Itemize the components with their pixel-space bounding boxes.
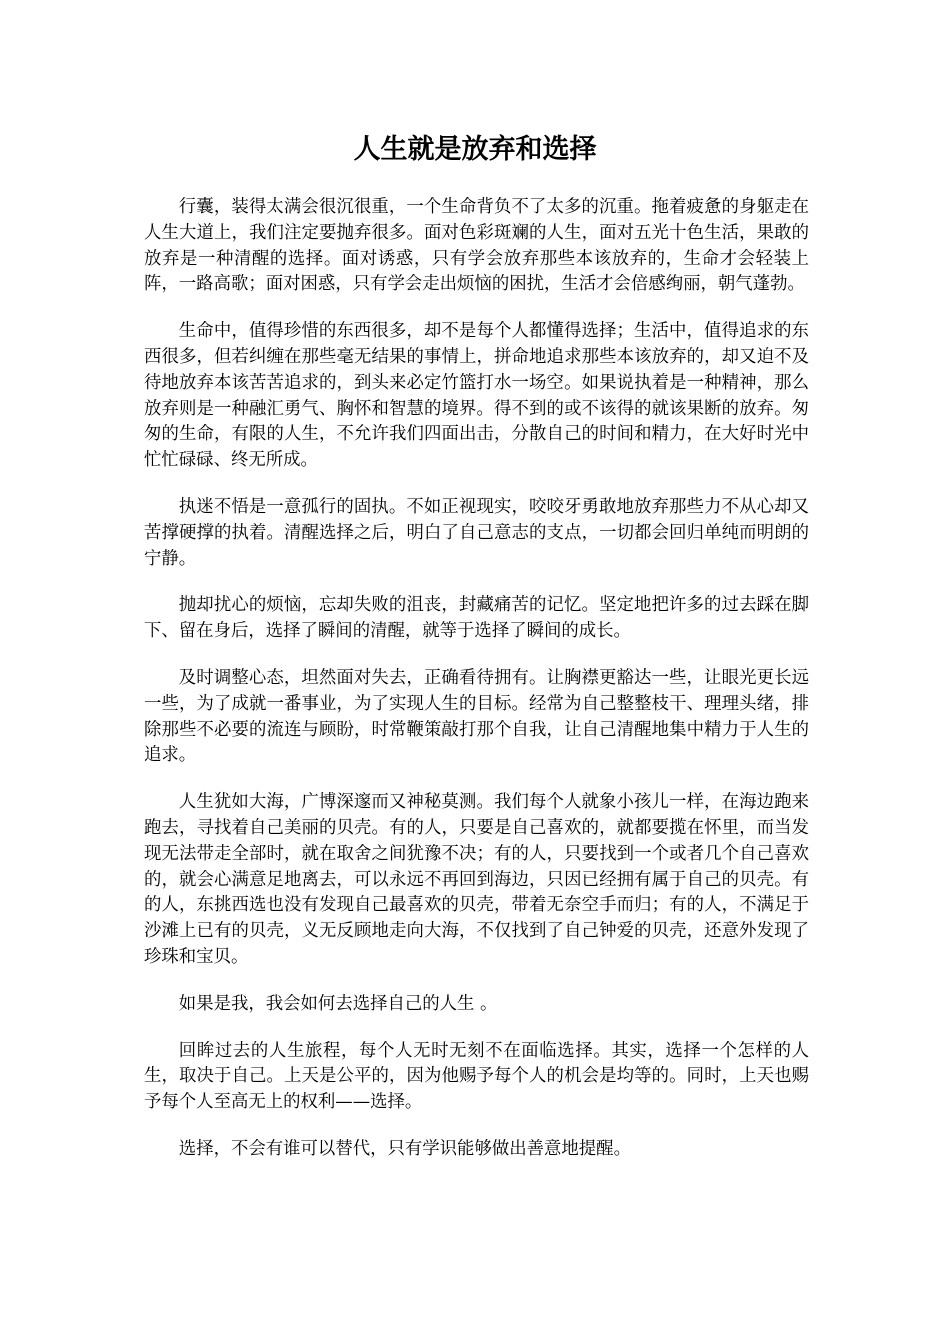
paragraph-3: 执迷不悟是一意孤行的固执。不如正视现实，咬咬牙勇敢地放弃那些力不从心却又苦撑硬撑的执着。清醒选择之后，明白了自己意志的支点，一切都会回归单纯而明朗的宁静。	[144, 496, 809, 569]
paragraph-5: 及时调整心态，坦然面对失去，正确看待拥有。让胸襟更豁达一些，让眼光更长远一些，为了成就一番事业，为了实现人生的目标。经常为自己整整枝干、理理头绪，排除那些不必要的流连与顾盼，时常鞭策敲打那个自我，让自己清醒地集中精力于人生的追求。	[144, 667, 809, 766]
paragraph-9: 选择，不会有谁可以替代，只有学识能够做出善意地提醒。	[178, 1138, 631, 1159]
paragraph-1: 行囊，装得太满会很沉很重，一个生命背负不了太多的沉重。拖着疲惫的身躯走在人生大道上，我们注定要抛弃很多。面对色彩斑斓的人生，面对五光十色生活，果敢的放弃是一种清醒的选择。面对诱惑，只有学会放弃那些本该放弃的，生命才会轻装上阵，一路高歌；面对困惑，只有学会走出烦恼的困扰，生活才会倍感绚丽，朝气蓬勃。	[144, 197, 809, 295]
document-title: 人生就是放弃和选择	[353, 134, 597, 165]
paragraph-4: 抛却扰心的烦恼，忘却失败的沮丧，封藏痛苦的记忆。坚定地把许多的过去踩在脚下、留在身后，选择了瞬间的清醒，就等于选择了瞬间的成长。	[144, 595, 809, 642]
paragraph-7: 如果是我，我会如何去选择自己的人生 。	[178, 993, 498, 1014]
paragraph-2: 生命中，值得珍惜的东西很多，却不是每个人都懂得选择；生活中，值得追求的东西很多，但若纠缠在那些毫无结果的事情上，拼命地追求那些本该放弃的，却又迫不及待地放弃本该苦苦追求的，到头来必定竹篮打水一场空。如果说执着是一种精神，那么放弃则是一种融汇勇气、胸怀和智慧的境界。得不到的或不该得的就该果断的放弃。匆匆的生命，有限的人生，不允许我们四面出击，分散自己的时间和精力，在大好时光中忙忙碌碌、终无所成。	[144, 321, 809, 471]
paragraph-8: 回眸过去的人生旅程，每个人无时无刻不在面临选择。其实，选择一个怎样的人生，取决于自己。上天是公平的，因为他赐予每个人的机会是均等的。同时，上天也赐予每个人至高无上的权利——选择。	[144, 1040, 809, 1113]
paragraph-6: 人生犹如大海，广博深邃而又神秘莫测。我们每个人就象小孩儿一样，在海边跑来跑去，寻找着自己美丽的贝壳。有的人，只要是自己喜欢的，就都要揽在怀里，而当发现无法带走全部时，就在取舍之间犹豫不决；有的人，只要找到一个或者几个自己喜欢的，就会心满意足地离去，可以永远不再回到海边，只因已经拥有属于自己的贝壳。有的人，东挑西选也没有发现自己最喜欢的贝壳，带着无奈空手而归；有的人，不满足于沙滩上已有的贝壳，义无反顾地走向大海，不仅找到了自己钟爱的贝壳，还意外发现了珍珠和宝贝。	[144, 792, 809, 967]
document-body	[144, 195, 809, 1184]
